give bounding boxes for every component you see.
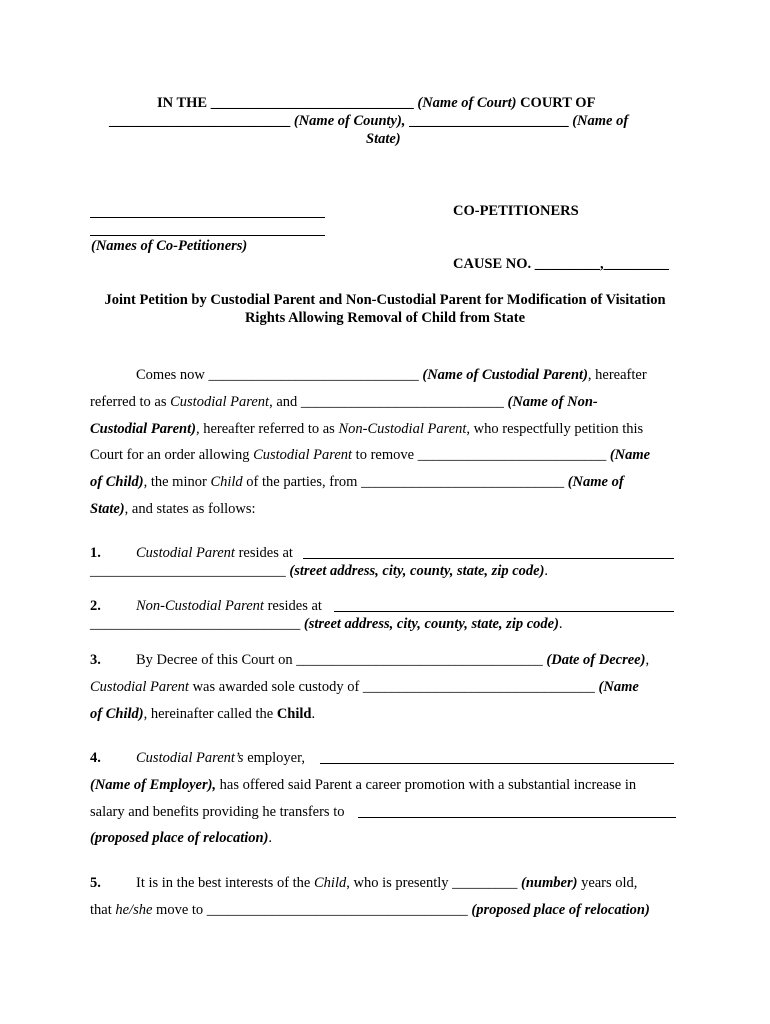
term-custodial-parent: Custodial Parent [170, 394, 270, 410]
intro-line-2 [90, 393, 598, 411]
term-custodial-parent: Custodial Parent [90, 679, 189, 695]
item-5-line-2 [90, 901, 650, 919]
child-name-label: of Child) [90, 474, 144, 490]
caption-court-of: COURT OF [520, 95, 596, 111]
item-4-number: 4. [90, 750, 101, 766]
text: . [544, 563, 549, 579]
text: , [645, 652, 650, 668]
term-child: Child [276, 706, 312, 722]
custodial-parent-address-blank-cont[interactable]: ___________________________ [90, 563, 286, 579]
text: was awarded sole custody of [192, 679, 360, 695]
term-custodial-parent: Custodial Parent [253, 447, 353, 463]
text: , and [269, 394, 298, 410]
court-name-label: (Name of Court) [417, 95, 517, 111]
county-name-label: (Name of County), [293, 113, 406, 129]
text: . [268, 830, 273, 846]
caption-line-2 [109, 112, 628, 130]
caption-line-1 [157, 94, 595, 112]
child-name-label: of Child) [90, 706, 144, 722]
text: , who is presently [346, 875, 449, 891]
custodial-parent-name-label: (Name of Custodial Parent) [422, 367, 588, 383]
text: , hereinafter called the [143, 706, 274, 722]
text: , hereafter [587, 367, 647, 383]
text: Comes now [136, 367, 205, 383]
custodial-parent-address-blank[interactable] [303, 558, 674, 559]
non-custodial-parent-address-blank-cont[interactable]: _____________________________ [90, 616, 301, 632]
decree-date-blank[interactable]: __________________________________ [296, 652, 543, 668]
text: It is in the best interests of the [136, 875, 311, 891]
co-petitioners-heading: CO-PETITIONERS [453, 203, 579, 219]
non-custodial-parent-address-blank[interactable] [334, 611, 674, 612]
text: to remove [355, 447, 415, 463]
child-age-label: (number) [521, 875, 578, 891]
relocation-place-label: (proposed place of relocation) [90, 830, 269, 846]
item-4-line-4 [90, 829, 272, 847]
item-1-line-1 [136, 544, 293, 562]
text: years old, [581, 875, 638, 891]
child-name-label: (Name [598, 679, 639, 695]
child-age-blank[interactable]: _________ [452, 875, 518, 891]
intro-line-6 [90, 500, 256, 518]
item-4-line-3 [90, 803, 344, 821]
address-label: (street address, city, county, state, zip code) [303, 616, 559, 632]
relocation-place-label: (proposed place of relocation) [471, 902, 650, 918]
item-4-line-2 [90, 776, 636, 794]
text: , who respectfully petition this [466, 421, 644, 437]
relocation-place-blank[interactable] [358, 817, 676, 818]
county-name-blank[interactable]: _________________________ [109, 113, 291, 129]
cause-number[interactable]: CAUSE NO. _________,_________ [453, 256, 669, 272]
text: , and states as follows: [124, 501, 256, 517]
text: resides at [238, 545, 293, 561]
text: , hereafter referred to as [195, 421, 335, 437]
item-4-line-1 [136, 749, 305, 767]
item-2-line-2 [90, 615, 563, 633]
non-custodial-parent-name-label: Custodial Parent) [90, 421, 196, 437]
relocation-place-blank[interactable]: ____________________________________ [206, 902, 468, 918]
state-blank[interactable]: ____________________________ [361, 474, 565, 490]
co-petitioner-1-blank[interactable] [90, 217, 325, 218]
intro-line-3 [90, 420, 643, 438]
employer-name-label: (Name of Employer), [90, 777, 217, 793]
text: move to [156, 902, 204, 918]
term-child: Child [314, 875, 347, 891]
text: salary and benefits providing he transfers to [90, 804, 345, 820]
item-2-number: 2. [90, 598, 101, 614]
intro-line-1 [136, 366, 647, 384]
co-petitioner-2-blank[interactable] [90, 235, 325, 236]
term-custodial-parents: Custodial Parent’s [136, 750, 244, 766]
text: . [311, 706, 316, 722]
caption-in-the: IN THE [157, 95, 208, 111]
intro-line-4 [90, 446, 650, 464]
item-1-number: 1. [90, 545, 101, 561]
state-name-blank[interactable]: ______________________ [409, 113, 569, 129]
text: referred to as [90, 394, 167, 410]
state-label: State) [90, 501, 125, 517]
custodial-parent-name-blank[interactable]: _____________________________ [208, 367, 419, 383]
decree-date-label: (Date of Decree) [546, 652, 646, 668]
item-5-number: 5. [90, 875, 101, 891]
petition-title-line-2: Rights Allowing Removal of Child from State [244, 310, 526, 326]
item-2-line-1 [136, 597, 322, 615]
non-custodial-parent-name-blank[interactable]: ____________________________ [300, 394, 504, 410]
text: Court for an order allowing [90, 447, 250, 463]
text: By Decree of this Court on [136, 652, 293, 668]
term-custodial-parent: Custodial Parent [136, 545, 235, 561]
names-of-co-petitioners-label: (Names of Co-Petitioners) [91, 238, 248, 254]
state-label: (Name of [567, 474, 624, 490]
employer-name-blank[interactable] [320, 763, 674, 764]
text: resides at [267, 598, 322, 614]
petition-title-line-1: Joint Petition by Custodial Parent and Non-Custodial Parent for Modification of Visitation [104, 292, 666, 308]
item-1-line-2 [90, 562, 548, 580]
term-he-she: he/she [115, 902, 153, 918]
text: . [558, 616, 563, 632]
child-name-blank[interactable]: ________________________________ [362, 679, 595, 695]
item-3-number: 3. [90, 652, 101, 668]
child-name-label: (Name [609, 447, 651, 463]
item-3-line-2 [90, 678, 639, 696]
term-child: Child [210, 474, 243, 490]
court-name-blank[interactable]: ____________________________ [210, 95, 414, 111]
address-label: (street address, city, county, state, zip code) [289, 563, 545, 579]
term-non-custodial-parent: Non-Custodial Parent [136, 598, 264, 614]
item-3-line-1 [136, 651, 649, 669]
text: of the parties, from [246, 474, 358, 490]
caption-line-3: State) [366, 131, 401, 147]
state-name-label: (Name of [572, 113, 629, 129]
text: employer, [247, 750, 305, 766]
intro-line-5 [90, 473, 624, 491]
term-non-custodial-parent: Non-Custodial Parent [338, 421, 467, 437]
text: that [90, 902, 112, 918]
text: has offered said Parent a career promotion with a substantial increase in [219, 777, 637, 793]
non-custodial-parent-name-label: (Name of Non- [507, 394, 598, 410]
item-3-line-3 [90, 705, 315, 723]
item-5-line-1 [136, 874, 637, 892]
text: , the minor [143, 474, 207, 490]
child-name-blank[interactable]: __________________________ [417, 447, 607, 463]
